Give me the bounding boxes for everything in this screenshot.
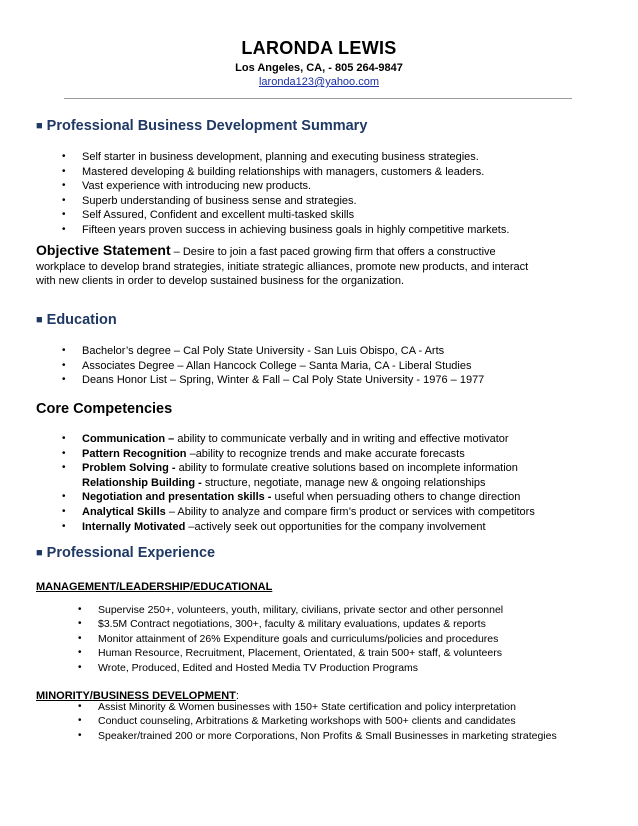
competency-text: structure, negotiate, manage new & ongoing relationships <box>201 476 486 489</box>
bullet-icon: • <box>78 632 82 644</box>
list-item <box>78 617 638 631</box>
bullet-icon: • <box>78 618 82 630</box>
summary-list <box>62 150 638 238</box>
list-item-text: Self starter in business development, planning and executing business strategies. <box>82 151 479 163</box>
list-item-text: Mastered developing & building relationships with managers, customers & leaders. <box>82 165 485 178</box>
candidate-name: LARONDA LEWIS <box>241 38 397 58</box>
bullet-icon: • <box>62 180 66 192</box>
bullet-icon: • <box>62 194 66 206</box>
bullet-icon: • <box>62 223 66 235</box>
list-item <box>62 520 638 535</box>
summary-heading: ■ Professional Business Development Summary <box>36 118 368 134</box>
competency-item-text <box>82 505 535 520</box>
list-item <box>62 359 638 374</box>
list-item-text: Associates Degree – Allan Hancock College – Santa Maria, CA - Liberal Studies <box>82 359 472 372</box>
competency-label: Communication – <box>82 433 175 445</box>
list-item <box>62 432 638 447</box>
bullet-icon: • <box>62 359 66 371</box>
objective-line-1: Objective Statement – Desire to join a fast paced growing firm that offers a constructive <box>36 242 496 258</box>
list-item-text: Wrote, Produced, Edited and Hosted Media TV Production Programs <box>98 661 419 674</box>
competency-item-text <box>82 520 486 535</box>
resume-header <box>0 38 638 89</box>
list-item-text: Speaker/trained 200 or more Corporations, Non Profits & Small Businesses in marketing strategies <box>98 729 557 742</box>
list-item <box>62 490 638 505</box>
square-bullet-icon: ■ <box>36 547 43 559</box>
education-heading: ■ Education <box>36 312 117 328</box>
competency-label: Pattern Recognition <box>82 447 187 460</box>
list-item-text: Deans Honor List – Spring, Winter & Fall – Cal Poly State University - 1976 – 1977 <box>82 374 485 387</box>
list-item <box>62 194 638 209</box>
experience-group-1-title: MANAGEMENT/LEADERSHIP/EDUCATIONAL <box>36 581 273 593</box>
experience-group-2-list <box>78 700 638 743</box>
bullet-icon: • <box>78 715 82 727</box>
list-item <box>78 700 638 714</box>
list-item <box>62 505 638 520</box>
square-bullet-icon: ■ <box>36 314 43 326</box>
competency-item-text <box>82 490 520 505</box>
competency-text: useful when persuading others to change direction <box>271 491 521 504</box>
competency-label: Negotiation and presentation skills - <box>82 491 272 504</box>
list-item-text: $3.5M Contract negotiations, 300+, faculty & military evaluations, updates & reports <box>98 618 486 631</box>
bullet-icon: • <box>62 491 66 503</box>
competency-item-text <box>82 447 465 462</box>
summary-section <box>36 117 616 135</box>
competency-item-text <box>82 432 509 447</box>
list-item-text: Assist Minority & Women businesses with 150+ State certification and policy interpretation <box>98 701 516 713</box>
bullet-icon: • <box>62 374 66 386</box>
bullet-icon: • <box>78 701 82 712</box>
email-link[interactable]: laronda123@yahoo.com <box>258 76 380 88</box>
bullet-icon: • <box>78 661 82 673</box>
education-list <box>62 344 638 388</box>
list-item-text: Bachelor’s degree – Cal Poly State University - San Luis Obispo, CA - Arts <box>82 345 445 357</box>
list-item-text: Monitor attainment of 26% Expenditure goals and curriculums/policies and procedures <box>98 632 499 645</box>
bullet-icon: • <box>62 433 66 444</box>
competency-item-text <box>82 476 486 491</box>
competency-item-text <box>82 461 518 476</box>
experience-section <box>36 544 616 562</box>
list-item <box>78 646 638 660</box>
competency-text: ability to communicate verbally and in writing and effective motivator <box>174 433 509 445</box>
list-item-text: Conduct counseling, Arbitrations & Marketing workshops with 500+ clients and candidates <box>98 715 516 728</box>
list-item <box>62 373 638 388</box>
list-item-text: Vast experience with introducing new products. <box>82 180 312 193</box>
list-item-text: Fifteen years proven success in achieving business goals in highly competitive markets. <box>82 223 510 236</box>
competency-text: ability to formulate creative solutions based on incomplete information <box>175 462 518 475</box>
competency-text: – Ability to analyze and compare firm’s product or services with competitors <box>165 505 535 518</box>
list-item <box>62 447 638 462</box>
list-item-text: Human Resource, Recruitment, Placement, Orientated, & train 500+ staff, & volunteers <box>98 647 502 660</box>
list-item-text: Self Assured, Confident and excellent multi-tasked skills <box>82 209 355 222</box>
bullet-icon: • <box>78 604 82 615</box>
list-item-text: Superb understanding of business sense and strategies. <box>82 194 357 207</box>
competency-label: Problem Solving - <box>82 462 176 475</box>
objective-label: Objective Statement <box>36 242 171 258</box>
list-item <box>62 165 638 180</box>
square-bullet-icon: ■ <box>36 120 43 132</box>
experience-group-1-list <box>78 603 638 675</box>
header-divider <box>64 98 572 99</box>
list-item <box>78 632 638 646</box>
bullet-icon: • <box>78 729 82 741</box>
competency-text: –ability to recognize trends and make accurate forecasts <box>186 447 465 460</box>
competencies-section <box>36 400 616 418</box>
list-item <box>62 223 638 238</box>
competency-label: Relationship Building - <box>82 476 202 489</box>
competencies-list <box>62 432 638 534</box>
list-item <box>78 714 638 728</box>
list-item <box>62 179 638 194</box>
bullet-icon: • <box>62 209 66 221</box>
bullet-icon: • <box>62 505 66 517</box>
experience-group-2-title: MINORITY/BUSINESS DEVELOPMENT: <box>36 690 239 702</box>
bullet-icon: • <box>62 462 66 474</box>
objective-line-2: workplace to develop brand strategies, initiate strategic alliances, promote new products, and interact <box>36 260 529 273</box>
list-item <box>62 461 638 476</box>
bullet-icon: • <box>62 447 66 459</box>
objective-line-3: with new clients in order to develop sustained business for the organization. <box>36 275 405 288</box>
bullet-icon: • <box>62 165 66 177</box>
list-item <box>62 476 638 491</box>
experience-heading: ■ Professional Experience <box>36 545 216 561</box>
competency-text: –actively seek out opportunities for the company involvement <box>185 520 486 533</box>
bullet-icon: • <box>62 345 66 356</box>
competency-label: Analytical Skills <box>82 505 166 518</box>
bullet-icon: • <box>62 151 66 162</box>
bullet-icon: • <box>78 647 82 659</box>
competency-label: Internally Motivated <box>82 520 186 533</box>
education-section <box>36 311 616 329</box>
list-item <box>62 150 638 165</box>
list-item <box>78 661 638 675</box>
list-item <box>78 603 638 617</box>
competencies-heading: Core Competencies <box>36 401 173 417</box>
bullet-icon: • <box>62 520 66 532</box>
list-item <box>78 729 638 743</box>
list-item <box>62 208 638 223</box>
list-item-text: Supervise 250+, volunteers, youth, military, civilians, private sector and other personnel <box>98 604 504 616</box>
contact-line: Los Angeles, CA, - 805 264-9847 <box>235 62 403 74</box>
list-item <box>62 344 638 359</box>
objective-section <box>36 243 616 289</box>
